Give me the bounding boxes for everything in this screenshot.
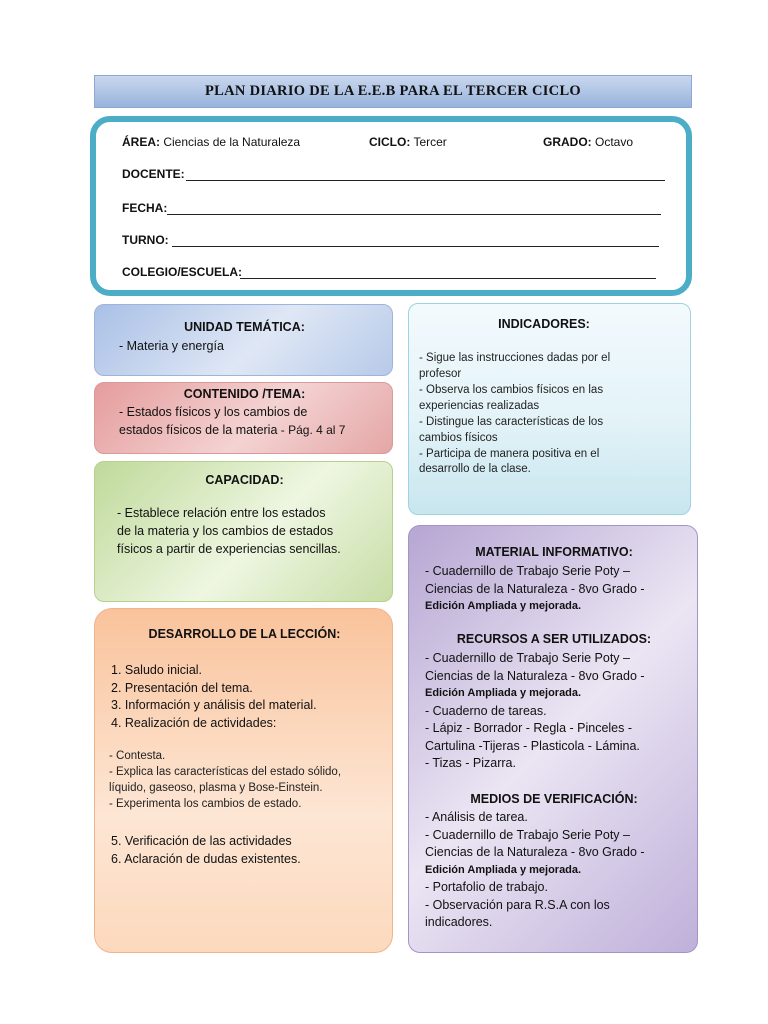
fecha-line [167, 214, 661, 215]
docente-field [122, 167, 185, 181]
indicador-line-7: - Participa de manera positiva en el [419, 448, 600, 460]
material-edition: Edición Ampliada y mejorada. [425, 600, 582, 612]
contenido-page: - Pág. 4 al 7 [277, 423, 346, 437]
desarrollo-step-3: 3. Información y análisis del material. [111, 698, 317, 712]
recursos-card [408, 525, 698, 953]
indicador-line-8: desarrollo de la clase. [419, 463, 531, 475]
ciclo-value: Tercer [413, 135, 447, 149]
material-line-1: - Cuadernillo de Trabajo Serie Poty – [425, 564, 630, 578]
recursos-heading: RECURSOS A SER UTILIZADOS: [456, 632, 652, 646]
desarrollo-heading: DESARROLLO DE LA LECCIÓN: [148, 627, 341, 641]
contenido-heading: CONTENIDO /TEMA: [183, 387, 306, 401]
recursos-line-4: - Lápiz - Borrador - Regla - Pinceles - [425, 721, 633, 735]
medios-heading: MEDIOS DE VERIFICACIÓN: [470, 792, 638, 806]
recursos-line-6: - Tizas - Pizarra. [425, 756, 516, 770]
medios-line-3: Ciencias de la Naturaleza - 8vo Grado - [425, 845, 645, 859]
medios-line-5: - Observación para R.S.A con los [425, 897, 610, 912]
recursos-line-3: - Cuaderno de tareas. [425, 703, 547, 718]
material-list [425, 563, 645, 616]
ciclo-label: CICLO: [369, 135, 411, 149]
contenido-line2 [119, 421, 345, 439]
grado-value: Octavo [595, 135, 634, 149]
capacidad-line-2: de la materia y los cambios de estados [117, 524, 334, 538]
material-line-2: Ciencias de la Naturaleza - 8vo Grado - [425, 581, 645, 596]
desarrollo-step-5: 5. Verificación de las actividades [111, 834, 292, 848]
indicador-line-4: experiencias realizadas [419, 400, 540, 412]
activity-2: - Explica las características del estado sólido, [109, 766, 342, 778]
turno-field [122, 233, 169, 247]
turno-label: TURNO: [122, 233, 169, 247]
indicador-line-5: - Distingue las características de los [419, 416, 604, 428]
indicadores-card [408, 303, 691, 515]
recursos-list [425, 650, 645, 773]
capacidad-card [94, 461, 393, 602]
colegio-label: COLEGIO/ESCUELA: [122, 265, 243, 279]
colegio-field [122, 265, 242, 279]
indicador-line-6: cambios físicos [419, 432, 498, 444]
page-title: PLAN DIARIO DE LA E.E.B PARA EL TERCER CICLO [94, 75, 692, 108]
indicador-line-3: - Observa los cambios físicos en las [419, 384, 604, 396]
activity-4: - Experimenta los cambios de estado. [109, 798, 302, 810]
indicador-line-2: profesor [419, 368, 462, 380]
unidad-card [94, 304, 393, 376]
desarrollo-step-1: 1. Saludo inicial. [111, 663, 203, 677]
ciclo-field [369, 135, 447, 149]
medios-line-6: indicadores. [425, 915, 493, 929]
indicador-line-1: - Sigue las instrucciones dadas por el [419, 352, 611, 364]
desarrollo-step-4: 4. Realización de actividades: [111, 716, 277, 730]
indicadores-heading: INDICADORES: [498, 317, 590, 331]
recursos-line-1: - Cuadernillo de Trabajo Serie Poty – [425, 651, 630, 665]
fecha-field [122, 201, 167, 215]
docente-label: DOCENTE: [122, 167, 185, 181]
recursos-line-5: Cartulina -Tijeras - Plasticola - Lámina. [425, 738, 640, 753]
area-field [122, 135, 300, 149]
activity-1: - Contesta. [109, 750, 166, 762]
activity-3: líquido, gaseoso, plasma y Bose-Einstein. [109, 782, 323, 794]
colegio-line [240, 278, 656, 279]
area-label: ÁREA: [122, 135, 160, 149]
contenido-line2-text: estados físicos de la materia [119, 423, 278, 437]
grado-field [543, 135, 633, 149]
desarrollo-step-2: 2. Presentación del tema. [111, 681, 253, 695]
desarrollo-card [94, 608, 393, 953]
medios-line-4: - Portafolio de trabajo. [425, 880, 548, 894]
capacidad-line-3: físicos a partir de experiencias sencillas. [117, 542, 341, 556]
capacidad-line-1: - Establece relación entre los estados [117, 506, 326, 520]
medios-line-1: - Análisis de tarea. [425, 810, 528, 824]
fecha-label: FECHA: [122, 201, 168, 215]
turno-line [172, 246, 659, 247]
capacidad-heading: CAPACIDAD: [205, 473, 284, 487]
contenido-line1: - Estados físicos y los cambios de [119, 405, 308, 419]
medios-edition: Edición Ampliada y mejorada. [425, 863, 582, 876]
medios-list [425, 809, 645, 932]
unidad-text: - Materia y energía [119, 339, 224, 353]
docente-line [186, 180, 665, 181]
contenido-card [94, 382, 393, 454]
grado-label: GRADO: [543, 135, 592, 149]
unidad-heading: UNIDAD TEMÁTICA: [184, 320, 305, 334]
recursos-line-2: Ciencias de la Naturaleza - 8vo Grado - [425, 668, 645, 683]
desarrollo-step-6: 6. Aclaración de dudas existentes. [111, 852, 301, 866]
medios-line-2: - Cuadernillo de Trabajo Serie Poty – [425, 827, 630, 842]
material-heading: MATERIAL INFORMATIVO: [475, 545, 633, 559]
recursos-edition: Edición Ampliada y mejorada. [425, 687, 582, 699]
area-value: Ciencias de la Naturaleza [163, 135, 301, 149]
